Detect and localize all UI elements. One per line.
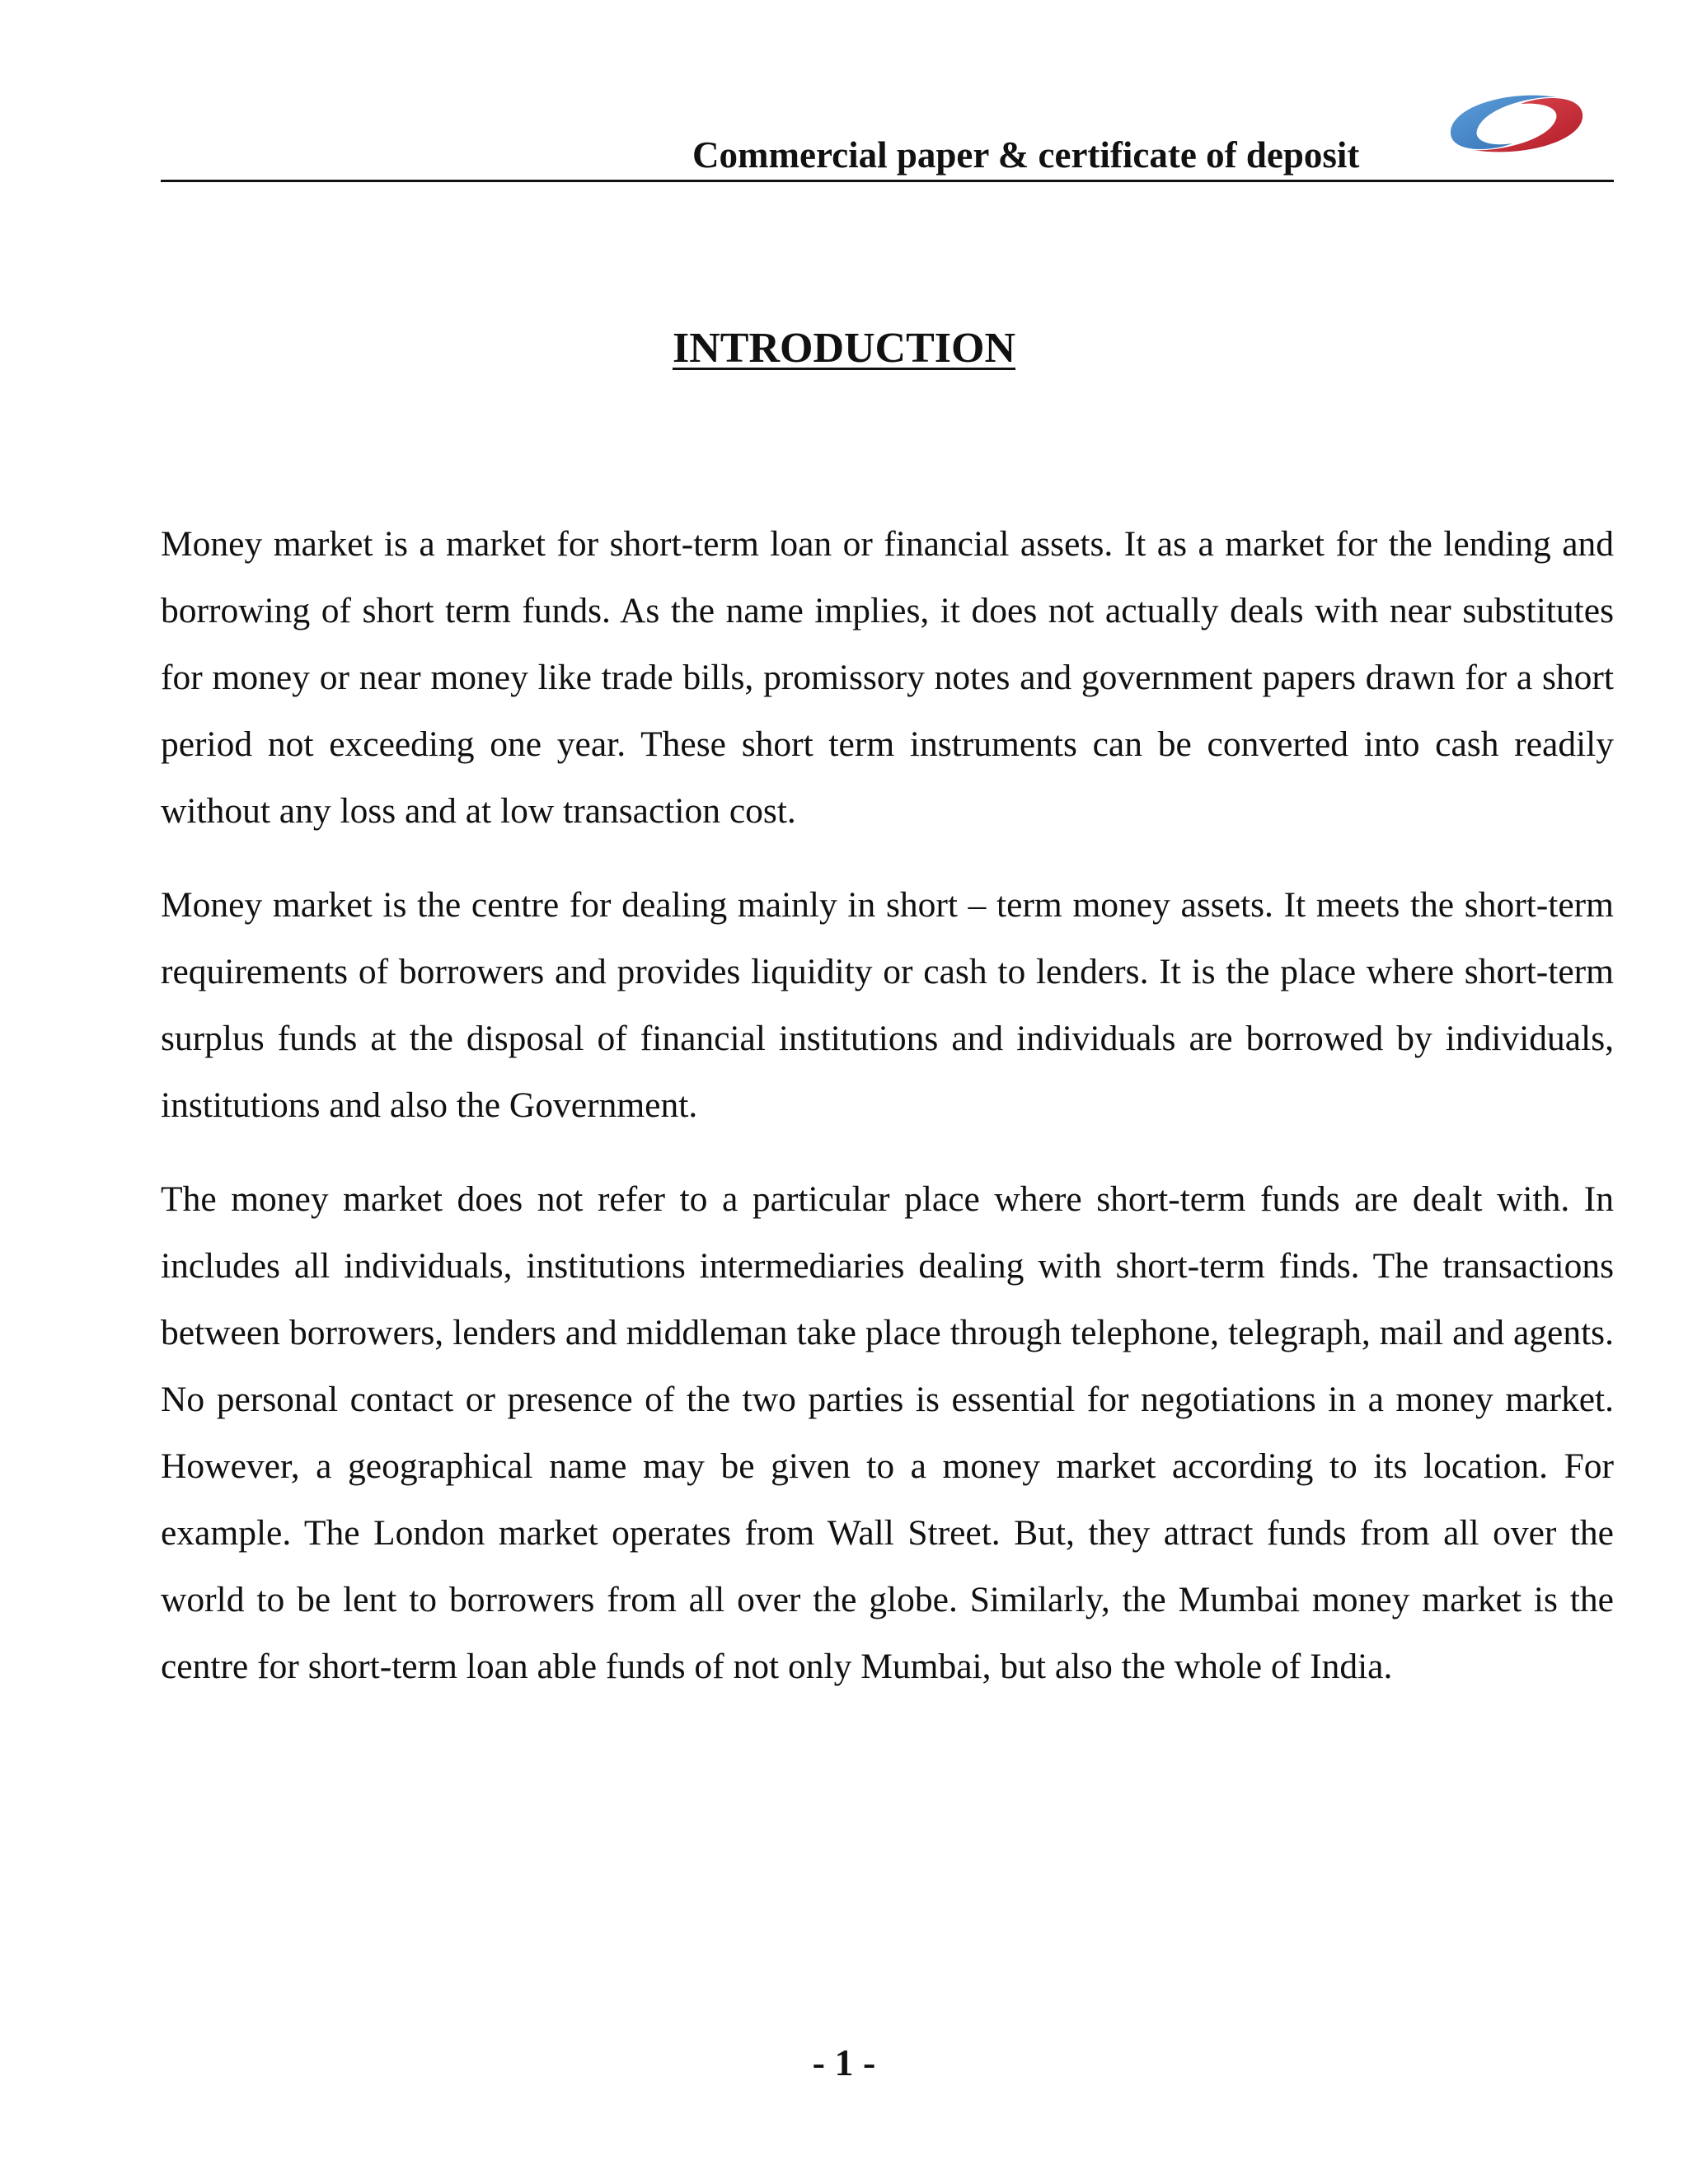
- paragraph: Money market is a market for short-term loan or financial assets. It as a market for the lending and borrowing of short term funds. As the name implies, it does not actually deals with near substitutes for money or near money like trade bills, promissory notes and government papers drawn for a short period not exceeding one year. These short term instruments can be converted into cash readily without any loss and at low transaction cost.: [161, 524, 1614, 831]
- section-heading-text: INTRODUCTION: [672, 325, 1016, 372]
- section-heading: [0, 327, 1688, 370]
- paragraph: Money market is the centre for dealing mainly in short – term money assets. It meets the short-term requirements of borrowers and provides liquidity or cash to lenders. It is the place where short-term surplus funds at the disposal of financial institutions and individuals are borrowed by individuals, institutions and also the Government.: [161, 885, 1614, 1125]
- document-body: [161, 511, 1614, 1727]
- page-number: - 1 -: [812, 2041, 876, 2083]
- header-divider: [161, 180, 1614, 182]
- header-title: Commercial paper & certificate of deposit: [692, 134, 1360, 176]
- paragraph: The money market does not refer to a particular place where short-term funds are dealt with. In includes all individuals, institutions intermediaries dealing with short-term finds. The transactions between borrowers, lenders and middleman take place through telephone, telegraph, mail and agents. No personal contact or presence of the two parties is essential for negotiations in a money market. However, a geographical name may be given to a money market according to its location. For example. The London market operates from Wall Street. But, they attract funds from all over the world to be lent to borrowers from all over the globe. Similarly, the Mumbai money market is the centre for short-term loan able funds of not only Mumbai, but also the whole of India.: [161, 1179, 1614, 1686]
- swoosh-logo-icon: [1434, 82, 1599, 165]
- page-header: [161, 82, 1614, 183]
